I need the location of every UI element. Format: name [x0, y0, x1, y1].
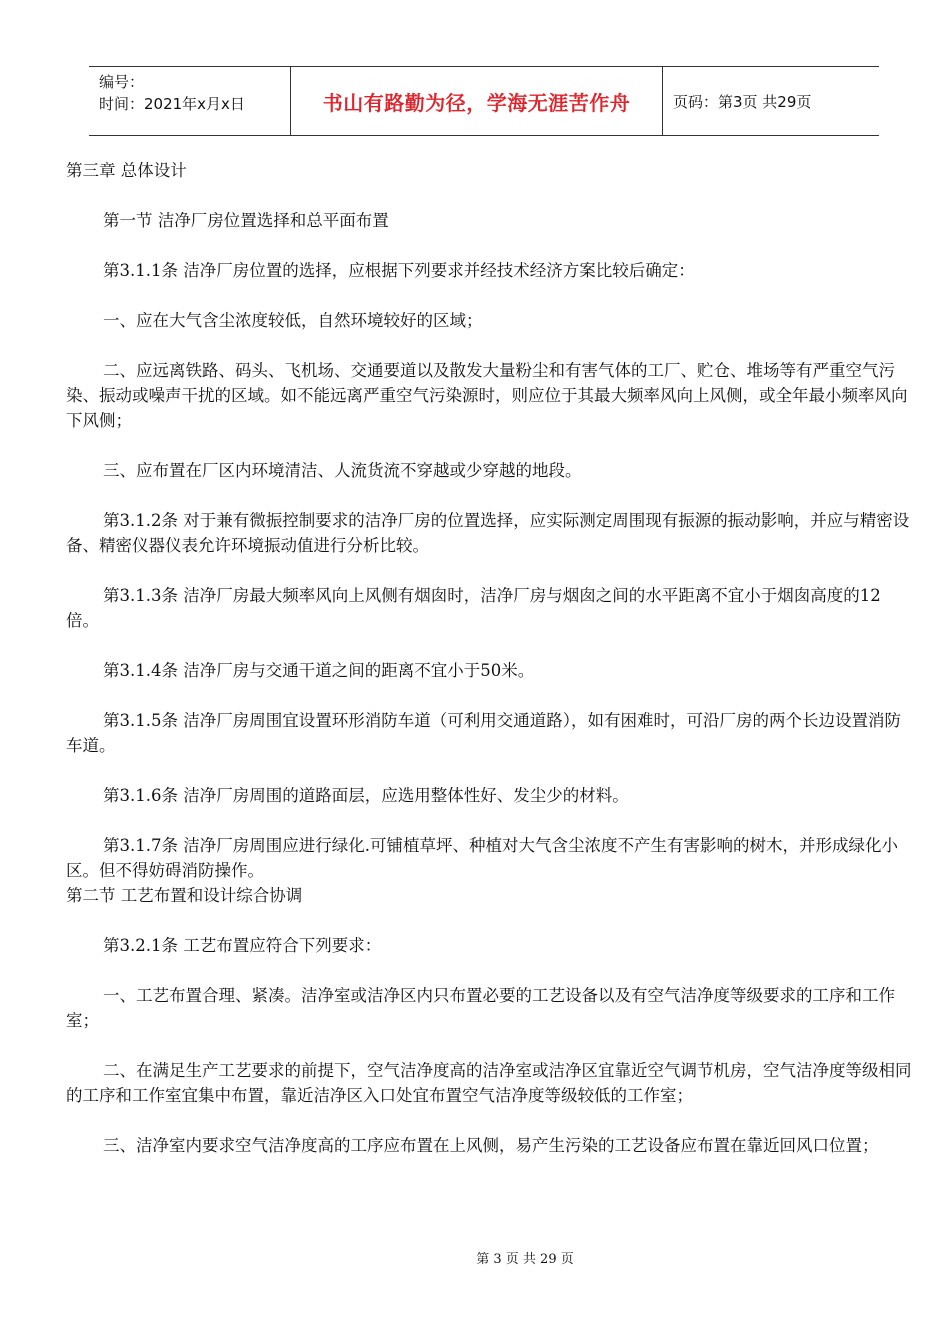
header-motto-cell [291, 67, 663, 135]
section-heading-2: 第二节 工艺布置和设计综合协调 [66, 886, 303, 905]
header-meta-cell [89, 67, 291, 135]
doc-id-label: 编号： [99, 73, 145, 91]
header-page-code: 页码：第3页 共29页 [673, 92, 812, 111]
clause-3-1-7: 第3.1.7条 洁净厂房周围应进行绿化.可铺植草坪、种植对大气含尘浓度不产生有害影响的树木，并形成绿化小区。但不得妨碍消防操作。 [66, 836, 898, 880]
clause-3-1-1-item-3: 三、应布置在厂区内环境清洁、人流货流不穿越或少穿越的地段。 [103, 461, 582, 480]
document-body [66, 158, 912, 1158]
clause-3-2-1: 第3.2.1条 工艺布置应符合下列要求： [103, 936, 382, 955]
header-page-cell [663, 67, 879, 135]
clause-3-2-1-item-3: 三、洁净室内要求空气洁净度高的工序应布置在上风侧，易产生污染的工艺设备应布置在靠近回风口位置； [103, 1136, 879, 1155]
page-footer: 第 3 页 共 29 页 [476, 1252, 574, 1267]
clause-3-2-1-item-2: 二、在满足生产工艺要求的前提下，空气洁净度高的洁净室或洁净区宜靠近空气调节机房，空气洁净度等级相同的工序和工作室宜集中布置，靠近洁净区入口处宜布置空气洁净度等级较低的工作室； [66, 1061, 912, 1105]
doc-time-label: 时间：2021年x月x日 [99, 95, 245, 113]
clause-3-1-1-item-2: 二、应远离铁路、码头、飞机场、交通要道以及散发大量粉尘和有害气体的工厂、贮仓、堆场等有严重空气污染、振动或噪声干扰的区域。如不能远离严重空气污染源时，则应位于其最大频率风向上风侧，或全年最小频率风向下风侧； [66, 361, 908, 430]
clause-3-1-1-item-1: 一、应在大气含尘浓度较低，自然环境较好的区域； [103, 311, 483, 330]
clause-3-1-3: 第3.1.3条 洁净厂房最大频率风向上风侧有烟囱时，洁净厂房与烟囱之间的水平距离不宜小于烟囱高度的12倍。 [66, 586, 881, 630]
header-motto: 书山有路勤为径，学海无涯苦作舟 [322, 90, 631, 115]
clause-3-1-4: 第3.1.4条 洁净厂房与交通干道之间的距离不宜小于50米。 [103, 661, 535, 680]
clause-3-1-6: 第3.1.6条 洁净厂房周围的道路面层，应选用整体性好、发尘少的材料。 [103, 786, 629, 805]
clause-3-1-1: 第3.1.1条 洁净厂房位置的选择，应根据下列要求并经技术经济方案比较后确定： [103, 261, 695, 280]
clause-3-1-5: 第3.1.5条 洁净厂房周围宜设置环形消防车道（可利用交通道路），如有困难时，可沿厂房的两个长边设置消防车道。 [66, 711, 901, 755]
section-heading-1: 第一节 洁净厂房位置选择和总平面布置 [103, 211, 389, 230]
clause-3-1-2: 第3.1.2条 对于兼有微振控制要求的洁净厂房的位置选择，应实际测定周围现有振源的振动影响，并应与精密设备、精密仪器仪表允许环境振动值进行分析比较。 [66, 511, 910, 555]
header-table [89, 66, 879, 136]
clause-3-2-1-item-1: 一、工艺布置合理、紧凑。洁净室或洁净区内只布置必要的工艺设备以及有空气洁净度等级要求的工序和工作室； [66, 986, 895, 1030]
chapter-heading: 第三章 总体设计 [66, 161, 187, 180]
